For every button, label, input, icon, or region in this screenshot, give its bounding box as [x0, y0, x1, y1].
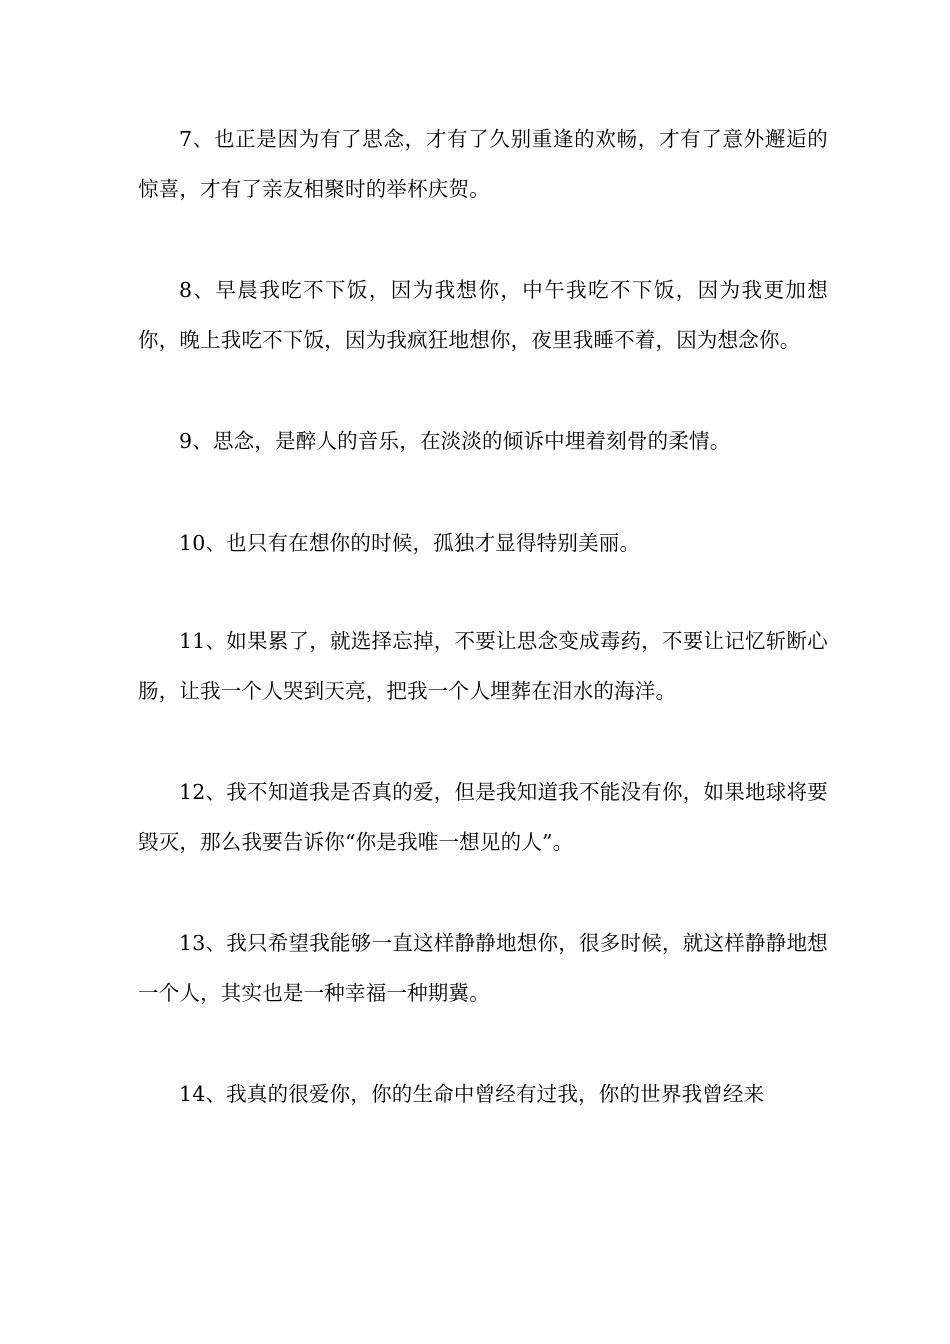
paragraph-8: 8、早晨我吃不下饭，因为我想你，中午我吃不下饭，因为我更加想你，晚上我吃不下饭，因为我疯狂地想你，夜里我睡不着，因为想念你。	[138, 278, 828, 352]
paragraph-13: 13、我只希望我能够一直这样静静地想你，很多时候，就这样静静地想一个人，其实也是一种幸福一种期冀。	[138, 931, 828, 1005]
paragraph-9: 9、思念，是醉人的音乐，在淡淡的倾诉中埋着刻骨的柔情。	[179, 429, 731, 453]
paragraph-14: 14、我真的很爱你，你的生命中曾经有过我，你的世界我曾经来	[179, 1082, 765, 1106]
paragraph-12: 12、我不知道我是否真的爱，但是我知道我不能没有你，如果地球将要毁灭，那么我要告诉你“你是我唯一想见的人”。	[138, 780, 828, 854]
paragraph-10: 10、也只有在想你的时候，孤独才显得特别美丽。	[179, 531, 641, 555]
paragraph-7: 7、也正是因为有了思念，才有了久别重逢的欢畅，才有了意外邂逅的惊喜，才有了亲友相聚时的举杯庆贺。	[138, 127, 828, 201]
paragraph-11: 11、如果累了，就选择忘掉，不要让思念变成毒药，不要让记忆斩断心肠，让我一个人哭到天亮，把我一个人埋葬在泪水的海洋。	[138, 629, 828, 703]
